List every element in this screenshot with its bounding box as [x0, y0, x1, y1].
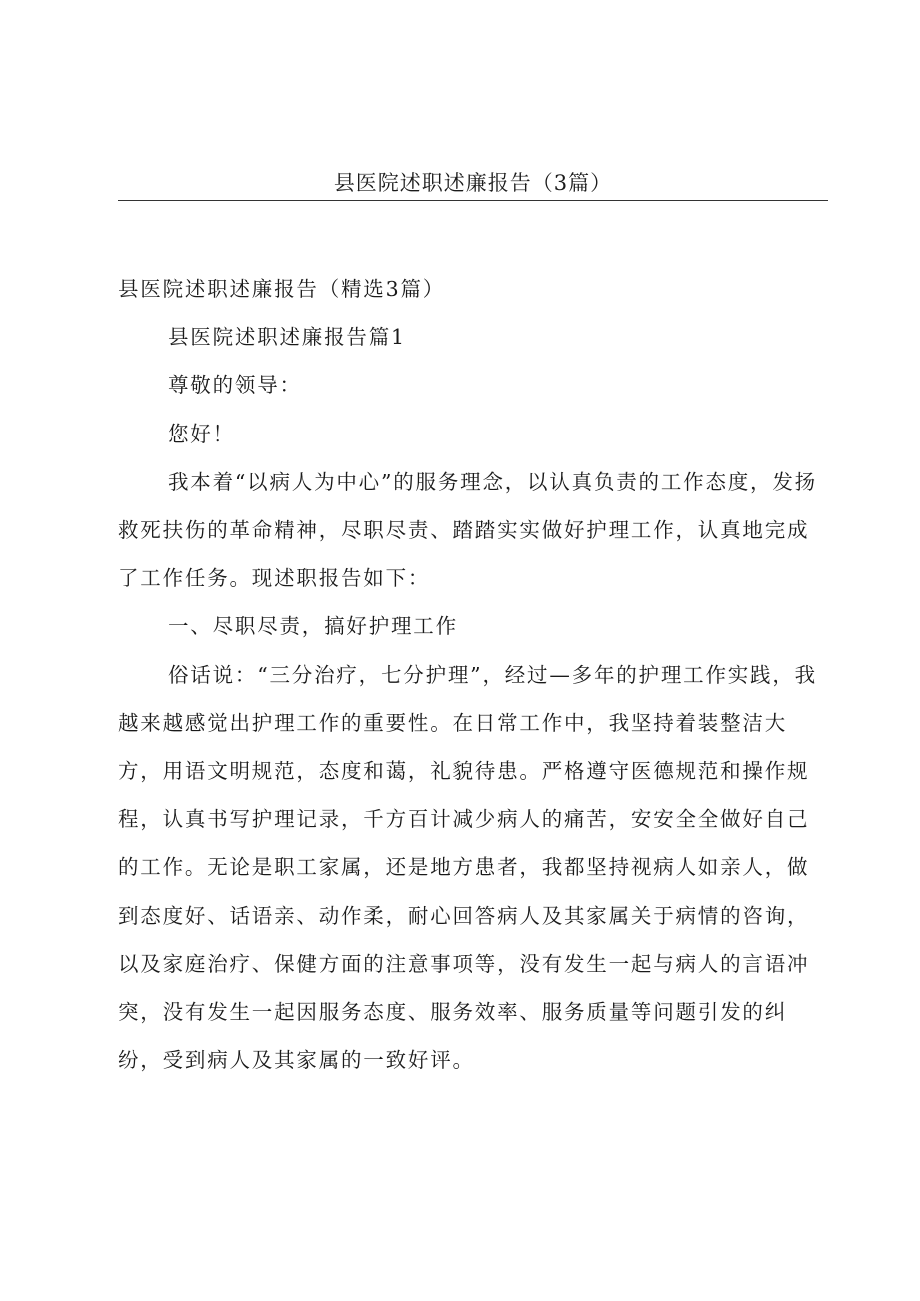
intro-paragraph: 我本着“以病人为中心”的服务理念，以认真负责的工作态度，发扬救死扶伤的革命精神，尽职尽责、踏踏实实做好护理工作，认真地完成了工作任务。现述职报告如下：: [118, 469, 817, 591]
document-subtitle: 县医院述职述廉报告（精选3篇）: [118, 277, 446, 301]
greeting: 您好！: [168, 421, 235, 446]
document-title: 县医院述职述廉报告（3篇）: [333, 171, 613, 195]
document-header: [118, 168, 828, 201]
body-paragraph: 俗话说：“三分治疗，七分护理”，经过—多年的护理工作实践，我越来越感觉出护理工作的重要性。在日常工作中，我坚持着装整洁大方，用语文明规范，态度和蔼，礼貌待患。严格遵守医德规范和操作规程，认真书写护理记录，千方百计减少病人的痛苦，安安全全做好自己的工作。无论是职工家属，还是地方患者，我都坚持视病人如亲人，做到态度好、话语亲、动作柔，耐心回答病人及其家属关于病情的咨询，以及家庭治疗、保健方面的注意事项等，没有发生一起与病人的言语冲突，没有发生一起因服务态度、服务效率、服务质量等问题引发的纠纷，受到病人及其家属的一致好评。: [118, 662, 817, 1073]
salutation: 尊敬的领导：: [168, 373, 302, 398]
document-body: [118, 265, 830, 1084]
section-heading: 一、尽职尽责，搞好护理工作: [168, 614, 458, 639]
header-divider: [118, 200, 828, 201]
section-title: 县医院述职述廉报告篇1: [168, 325, 406, 350]
